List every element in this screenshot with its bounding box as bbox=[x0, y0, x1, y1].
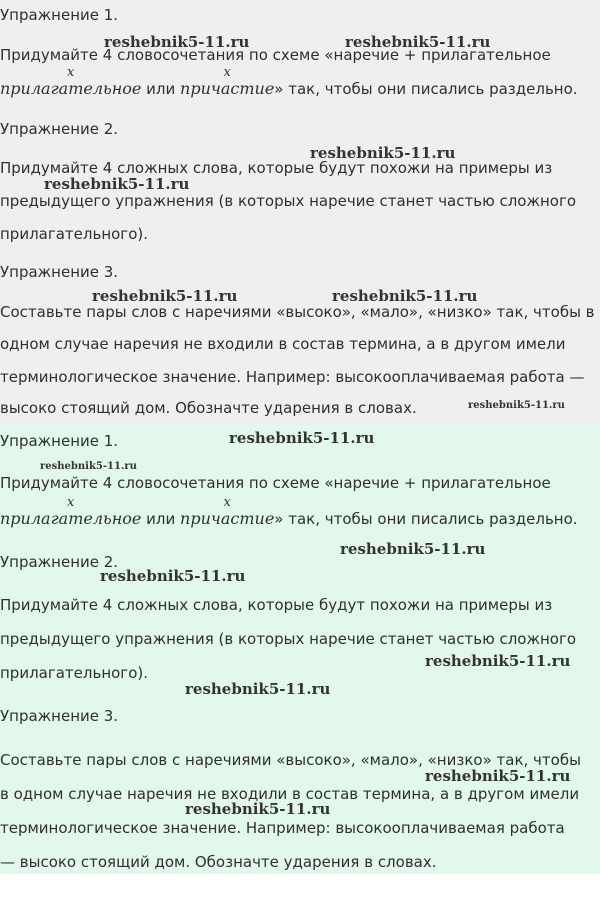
top-ex3-line1: Составьте пары слов с наречиями «высоко», «мало», «низко» так, чтобы в bbox=[0, 303, 595, 321]
italic-word: х прилагательное bbox=[0, 65, 142, 98]
bottom-ex3-line1: Составьте пары слов с наречиями «высоко», «мало», «низко» так, чтобы bbox=[0, 751, 581, 769]
watermark: reshebnik5-11.ru bbox=[40, 461, 137, 472]
bottom-ex3-line3: терминологическое значение. Например: высокооплачиваемая работа bbox=[0, 819, 565, 837]
watermark: reshebnik5-11.ru bbox=[345, 33, 491, 51]
bottom-ex3-line4: — высоко стоящий дом. Обозначте ударения в словах. bbox=[0, 853, 437, 871]
watermark: reshebnik5-11.ru bbox=[425, 652, 571, 670]
bottom-ex1-heading: Упражнение 1. bbox=[0, 432, 119, 450]
bottom-ex3-heading: Упражнение 3. bbox=[0, 707, 119, 725]
unstress-mark: х bbox=[223, 495, 231, 510]
watermark: reshebnik5-11.ru bbox=[185, 680, 331, 698]
watermark: reshebnik5-11.ru bbox=[229, 429, 375, 447]
watermark: reshebnik5-11.ru bbox=[44, 175, 190, 193]
line-end: » так, чтобы они писались раздельно. bbox=[274, 510, 578, 528]
italic-word: х причастие bbox=[180, 495, 275, 528]
top-ex3-line4: высоко стоящий дом. Обозначте ударения в словах. bbox=[0, 399, 417, 417]
or-word: или bbox=[146, 80, 176, 98]
bottom-ex2-line2: предыдущего упражнения (в которых наречие станет частью сложного bbox=[0, 630, 577, 648]
top-ex2-heading: Упражнение 2. bbox=[0, 120, 119, 138]
top-ex2-line1: Придумайте 4 сложных слова, которые будут похожи на примеры из bbox=[0, 159, 553, 177]
or-word: или bbox=[146, 510, 176, 528]
italic-word: х прилагательное bbox=[0, 495, 142, 528]
watermark: reshebnik5-11.ru bbox=[104, 33, 250, 51]
unstress-mark: х bbox=[223, 65, 231, 80]
italic-word: х причастие bbox=[180, 65, 275, 98]
bottom-panel bbox=[0, 424, 600, 874]
watermark: reshebnik5-11.ru bbox=[425, 767, 571, 785]
unstress-mark: х bbox=[67, 65, 75, 80]
top-ex2-line2: предыдущего упражнения (в которых наречие станет частью сложного bbox=[0, 192, 577, 210]
line-end: » так, чтобы они писались раздельно. bbox=[274, 80, 578, 98]
watermark: reshebnik5-11.ru bbox=[340, 540, 486, 558]
top-ex1-line1: Придумайте 4 словосочетания по схеме «наречие + прилагательное bbox=[0, 46, 551, 64]
bottom-ex1-line1: Придумайте 4 словосочетания по схеме «наречие + прилагательное bbox=[0, 474, 551, 492]
watermark: reshebnik5-11.ru bbox=[468, 400, 565, 411]
bottom-ex1-line2 bbox=[0, 495, 578, 528]
watermark: reshebnik5-11.ru bbox=[332, 287, 478, 305]
top-ex2-line3: прилагательного). bbox=[0, 225, 148, 243]
watermark: reshebnik5-11.ru bbox=[92, 287, 238, 305]
watermark: reshebnik5-11.ru bbox=[310, 144, 456, 162]
unstress-mark: х bbox=[67, 495, 75, 510]
top-ex1-heading: Упражнение 1. bbox=[0, 6, 119, 24]
bottom-ex2-line1: Придумайте 4 сложных слова, которые будут похожи на примеры из bbox=[0, 596, 553, 614]
bottom-ex2-heading: Упражнение 2. bbox=[0, 553, 119, 571]
watermark: reshebnik5-11.ru bbox=[100, 567, 246, 585]
watermark: reshebnik5-11.ru bbox=[185, 800, 331, 818]
bottom-ex3-line2: в одном случае наречия не входили в состав термина, а в другом имели bbox=[0, 785, 580, 803]
top-panel bbox=[0, 0, 600, 424]
top-ex3-line3: терминологическое значение. Например: высокооплачиваемая работа — bbox=[0, 368, 585, 386]
top-ex1-line2 bbox=[0, 65, 578, 98]
top-ex3-heading: Упражнение 3. bbox=[0, 263, 119, 281]
bottom-ex2-line3: прилагательного). bbox=[0, 664, 148, 682]
top-ex3-line2: одном случае наречия не входили в состав термина, а в другом имели bbox=[0, 335, 566, 353]
